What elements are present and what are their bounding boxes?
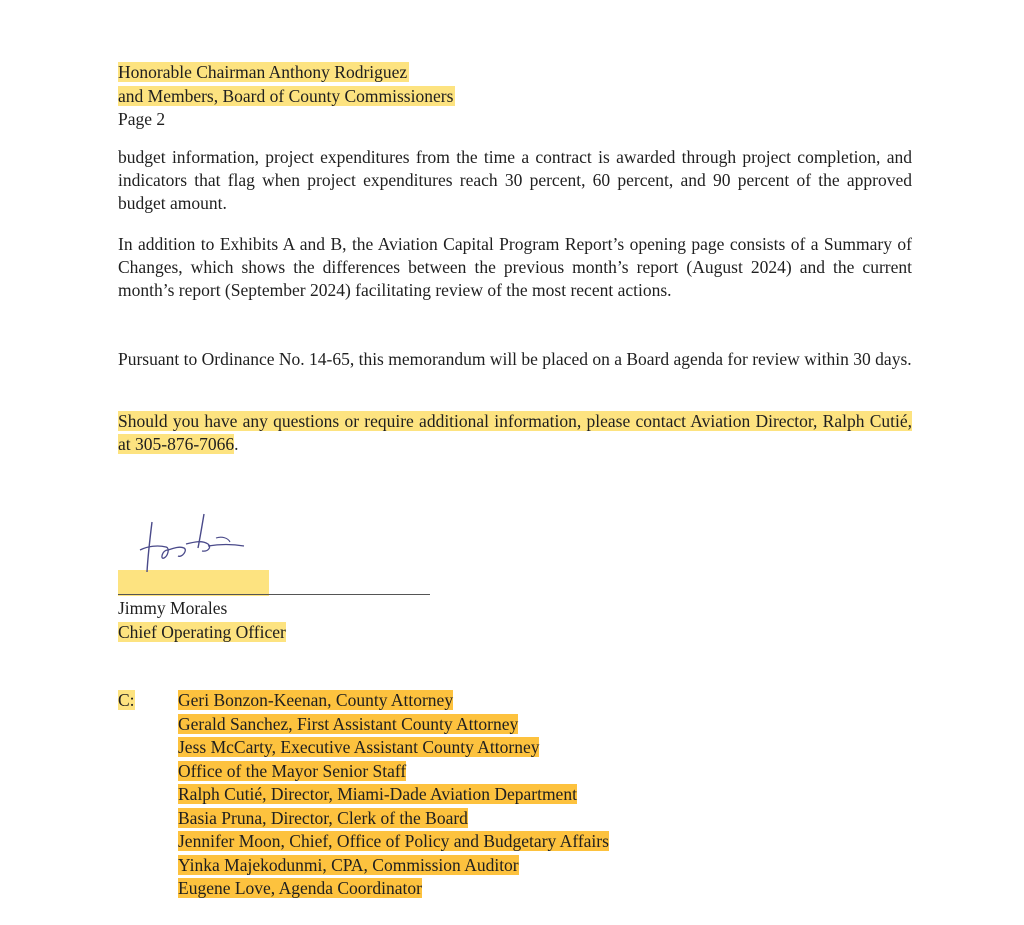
cc-recipient: Yinka Majekodunmi, CPA, Commission Auditor — [178, 854, 519, 875]
contact-text: Should you have any questions or require additional information, please contact Aviation Director, Ralph Cutié, at 305-876-7066 — [118, 411, 912, 454]
cc-recipient: Jennifer Moon, Chief, Office of Policy and Budgetary Affairs — [178, 831, 609, 851]
paragraph-ordinance: Pursuant to Ordinance No. 14-65, this memorandum will be placed on a Board agenda for review within 30 days. — [118, 349, 912, 369]
cc-recipient: Ralph Cutié, Director, Miami-Dade Aviation Department — [178, 784, 577, 804]
cc-label: C: — [118, 690, 135, 710]
paragraph-summary-of-changes: In addition to Exhibits A and B, the Aviation Capital Program Report’s opening page consists of a Summary of Changes, which shows the differences between the previous month’s report (August 2024) and the current month’s report (September 2024) facilitating review of the most recent actions. — [118, 234, 912, 300]
cc-recipient: Basia Pruna, Director, Clerk of the Board — [178, 807, 468, 828]
signer-title: Chief Operating Officer — [118, 622, 286, 642]
memo-header — [118, 61, 455, 132]
cc-recipient: Eugene Love, Agenda Coordinator — [178, 878, 422, 898]
paragraph-budget-info: budget information, project expenditures from the time a contract is awarded through project completion, and indicators that flag when project expenditures reach 30 percent, 60 percent, and 90 percent of the approved budget amount. — [118, 147, 912, 213]
contact-period: . — [234, 434, 239, 454]
signer-name: Jimmy Morales — [118, 598, 228, 618]
recipient-line-1: Honorable Chairman Anthony Rodriguez — [118, 62, 408, 82]
signature-line — [118, 594, 430, 595]
signature-image — [138, 512, 248, 574]
cc-list — [178, 689, 609, 901]
recipient-line-2: and Members, Board of County Commissioners — [118, 85, 454, 106]
cc-recipient: Office of the Mayor Senior Staff — [178, 760, 407, 781]
cc-recipient: Gerald Sanchez, First Assistant County Attorney — [178, 713, 519, 734]
paragraph-contact — [118, 410, 912, 456]
cc-recipient: Geri Bonzon-Keenan, County Attorney — [178, 690, 454, 710]
page-number: Page 2 — [118, 109, 166, 129]
signer-block — [118, 596, 286, 644]
cc-recipient: Jess McCarty, Executive Assistant County Attorney — [178, 737, 540, 757]
